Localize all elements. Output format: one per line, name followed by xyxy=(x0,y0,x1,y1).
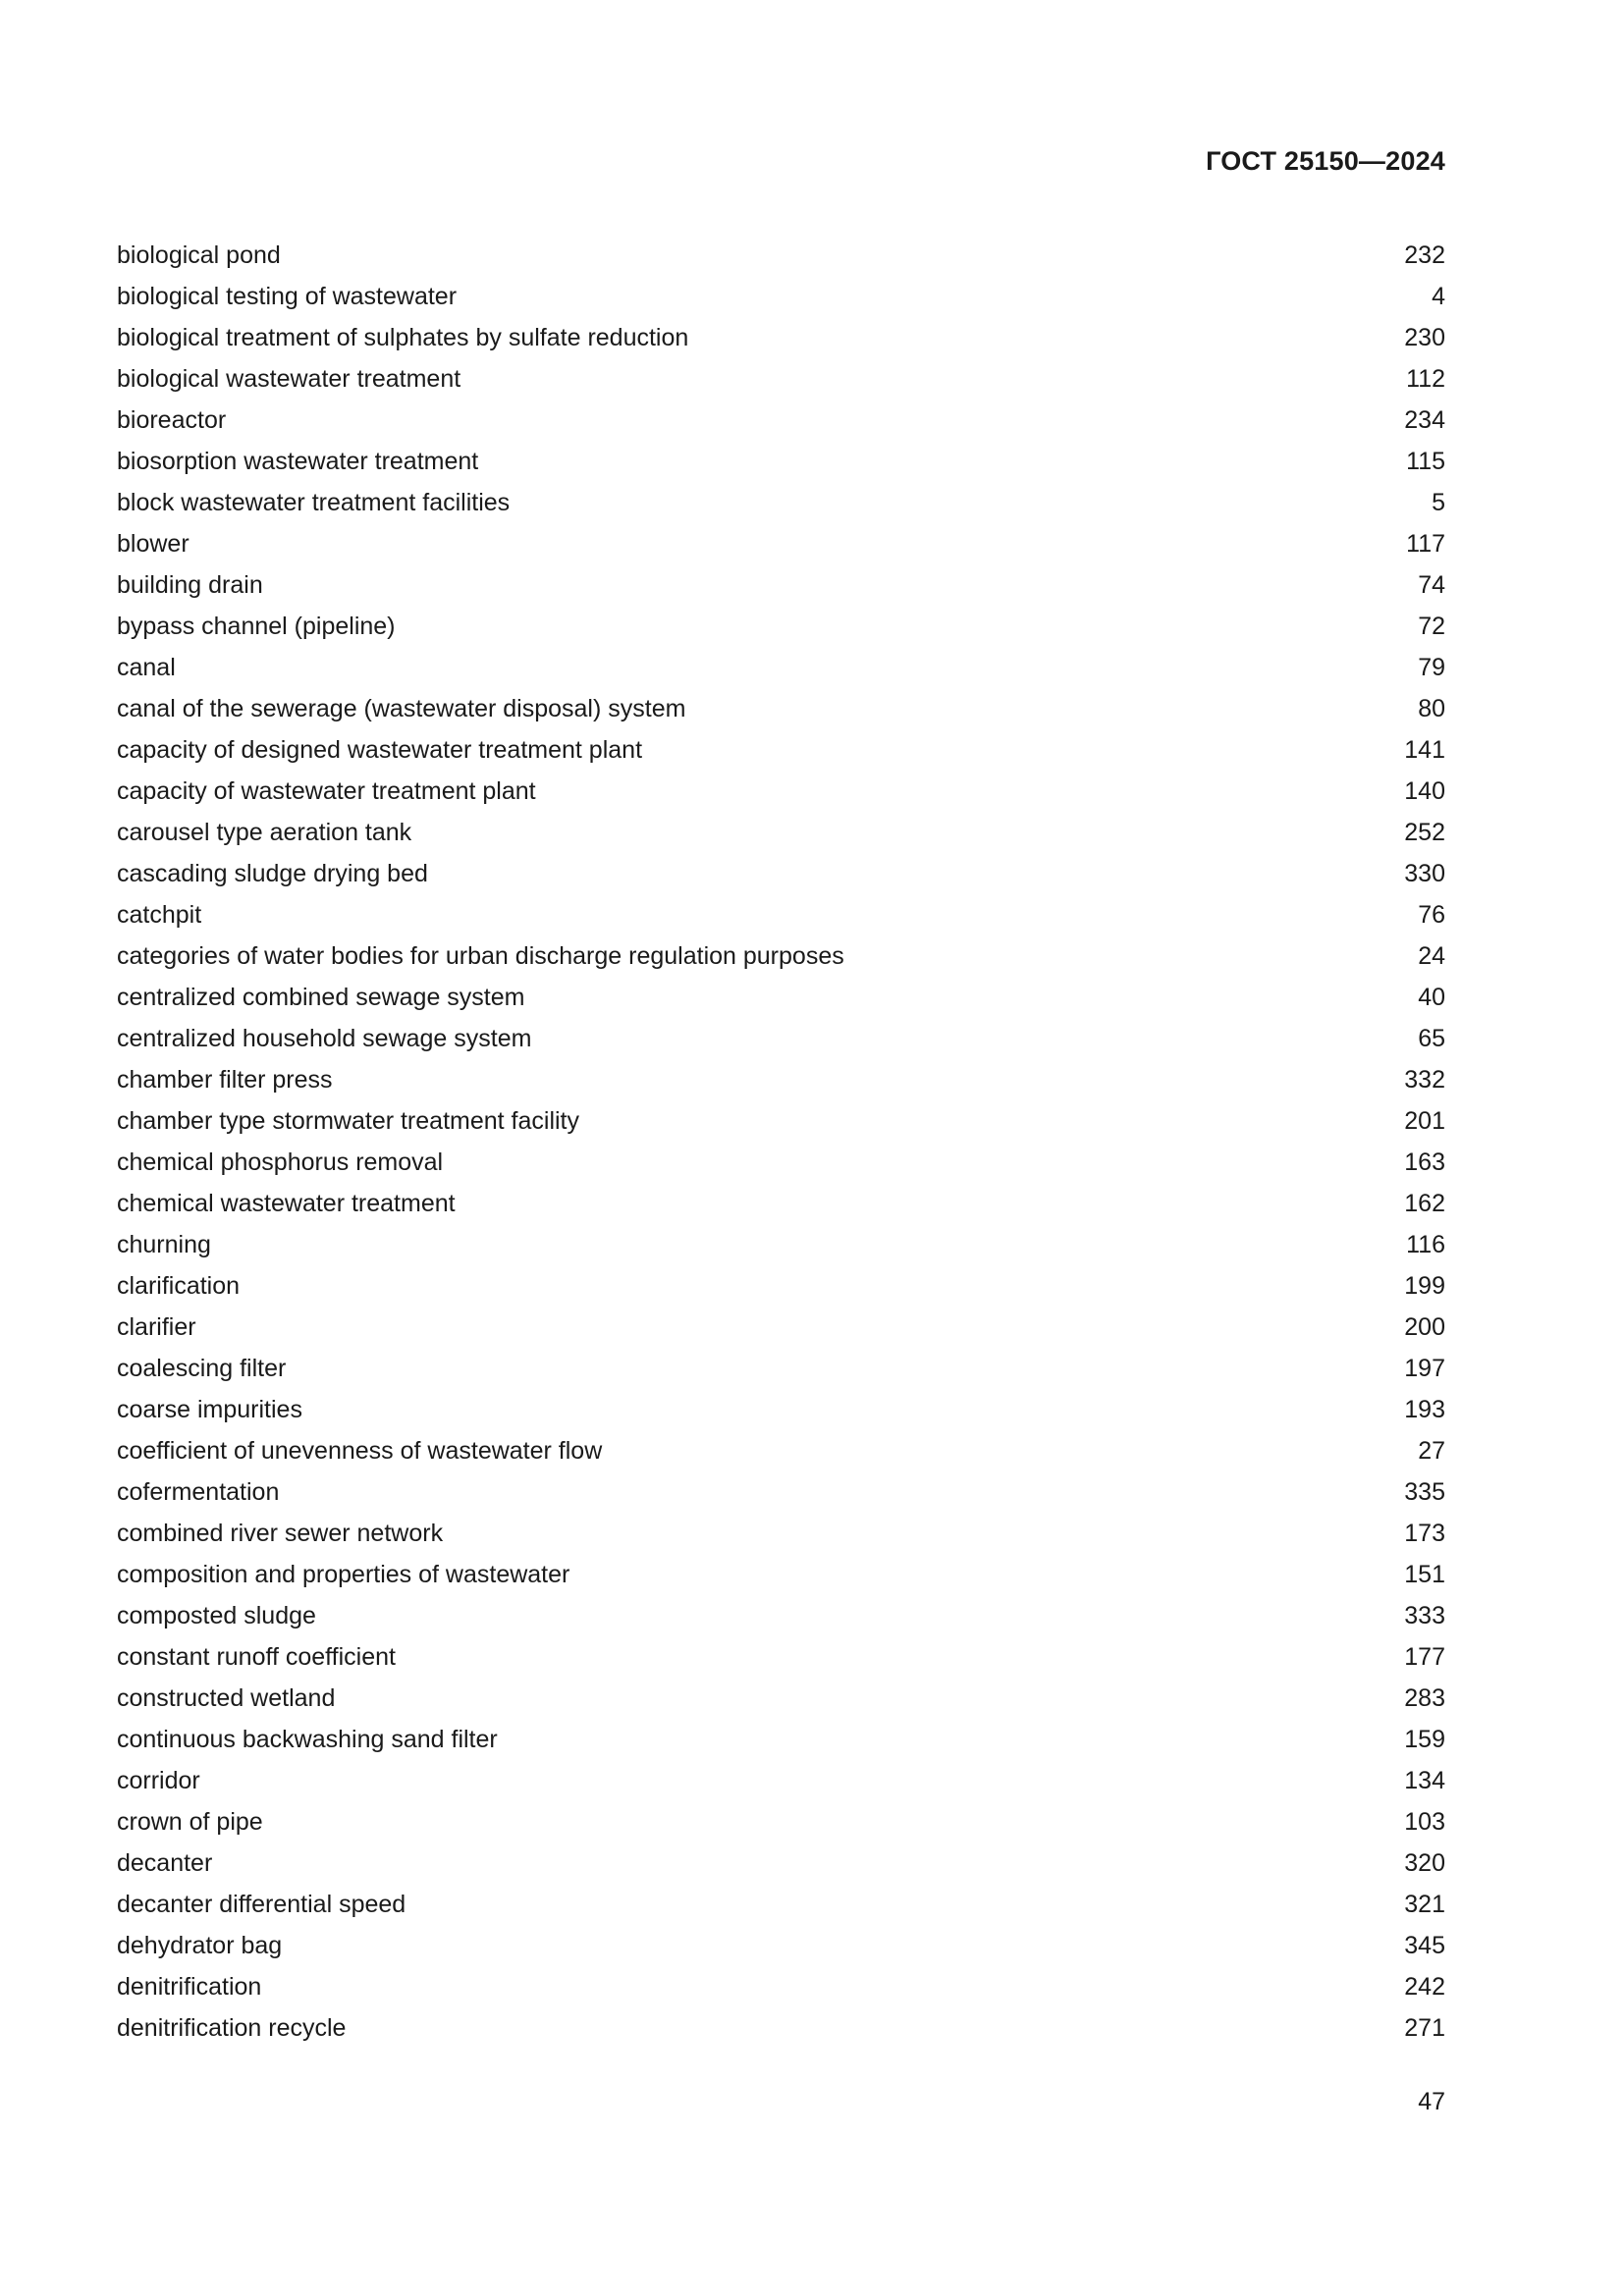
entry-number: 242 xyxy=(1404,1973,1445,2001)
index-entry xyxy=(117,1018,1445,1059)
entry-number: 27 xyxy=(1418,1437,1445,1465)
entry-term: continuous backwashing sand filter xyxy=(117,1726,498,1753)
entry-term: canal xyxy=(117,654,176,681)
index-entry xyxy=(117,1801,1445,1842)
entry-term: catchpit xyxy=(117,901,202,929)
entry-term: cascading sludge drying bed xyxy=(117,860,428,887)
entry-term: chamber type stormwater treatment facility xyxy=(117,1107,579,1135)
index-entry xyxy=(117,1224,1445,1265)
index-entry xyxy=(117,1636,1445,1678)
index-entry xyxy=(117,1595,1445,1636)
entry-number: 201 xyxy=(1404,1107,1445,1135)
entry-term: denitrification recycle xyxy=(117,2014,347,2042)
entry-term: clarifier xyxy=(117,1313,196,1341)
entry-number: 74 xyxy=(1418,571,1445,599)
index-entry xyxy=(117,1307,1445,1348)
entry-term: centralized combined sewage system xyxy=(117,984,525,1011)
index-entry xyxy=(117,523,1445,564)
entry-term: constant runoff coefficient xyxy=(117,1643,396,1671)
entry-term: biological wastewater treatment xyxy=(117,365,461,393)
index-entry xyxy=(117,853,1445,894)
entry-term: composition and properties of wastewater xyxy=(117,1561,570,1588)
entry-number: 163 xyxy=(1404,1148,1445,1176)
index-entry xyxy=(117,1265,1445,1307)
entry-number: 4 xyxy=(1432,283,1445,310)
entry-number: 199 xyxy=(1404,1272,1445,1300)
index-entry xyxy=(117,1884,1445,1925)
entry-number: 112 xyxy=(1406,365,1445,393)
entry-term: constructed wetland xyxy=(117,1684,336,1712)
entry-number: 271 xyxy=(1404,2014,1445,2042)
entry-term: capacity of designed wastewater treatment plant xyxy=(117,736,643,764)
entry-number: 79 xyxy=(1418,654,1445,681)
entry-term: carousel type aeration tank xyxy=(117,819,412,846)
index-entry xyxy=(117,1925,1445,1966)
entry-number: 117 xyxy=(1406,530,1445,558)
entry-term: capacity of wastewater treatment plant xyxy=(117,777,536,805)
index-entry xyxy=(117,1142,1445,1183)
index-entry xyxy=(117,977,1445,1018)
entry-number: 283 xyxy=(1404,1684,1445,1712)
entry-number: 177 xyxy=(1404,1643,1445,1671)
entry-number: 252 xyxy=(1404,819,1445,846)
entry-term: cofermentation xyxy=(117,1478,280,1506)
entry-number: 335 xyxy=(1404,1478,1445,1506)
entry-number: 141 xyxy=(1404,736,1445,764)
index-entry xyxy=(117,1966,1445,2007)
page-number: 47 xyxy=(1418,2088,1445,2115)
entry-term: categories of water bodies for urban discharge regulation purposes xyxy=(117,942,844,970)
entry-number: 200 xyxy=(1404,1313,1445,1341)
entry-term: corridor xyxy=(117,1767,200,1794)
standard-header: ГОСТ 25150—2024 xyxy=(1206,146,1445,176)
entry-term: dehydrator bag xyxy=(117,1932,283,1959)
index-entry xyxy=(117,1842,1445,1884)
entry-number: 332 xyxy=(1404,1066,1445,1094)
entry-term: centralized household sewage system xyxy=(117,1025,532,1052)
index-entry xyxy=(117,317,1445,358)
entry-term: composted sludge xyxy=(117,1602,316,1629)
entry-number: 234 xyxy=(1404,406,1445,434)
entry-term: decanter xyxy=(117,1849,213,1877)
index-entry xyxy=(117,894,1445,935)
index-entry xyxy=(117,235,1445,276)
index-entry xyxy=(117,647,1445,688)
index-entry xyxy=(117,1719,1445,1760)
index-entry xyxy=(117,482,1445,523)
index-entry xyxy=(117,276,1445,317)
entry-term: chemical phosphorus removal xyxy=(117,1148,444,1176)
entry-term: chamber filter press xyxy=(117,1066,333,1094)
entry-number: 173 xyxy=(1404,1520,1445,1547)
index-entry xyxy=(117,771,1445,812)
term-index-list xyxy=(117,235,1445,2049)
entry-term: clarification xyxy=(117,1272,241,1300)
entry-term: biological testing of wastewater xyxy=(117,283,458,310)
entry-term: denitrification xyxy=(117,1973,262,2001)
entry-number: 345 xyxy=(1404,1932,1445,1959)
entry-number: 333 xyxy=(1404,1602,1445,1629)
entry-number: 193 xyxy=(1404,1396,1445,1423)
index-entry xyxy=(117,1183,1445,1224)
entry-number: 103 xyxy=(1404,1808,1445,1836)
entry-number: 115 xyxy=(1406,448,1445,475)
entry-number: 232 xyxy=(1404,241,1445,269)
index-entry xyxy=(117,1430,1445,1471)
entry-number: 320 xyxy=(1404,1849,1445,1877)
entry-term: biosorption wastewater treatment xyxy=(117,448,479,475)
entry-number: 116 xyxy=(1406,1231,1445,1258)
entry-term: churning xyxy=(117,1231,211,1258)
entry-number: 24 xyxy=(1418,942,1445,970)
entry-term: biological pond xyxy=(117,241,281,269)
index-entry xyxy=(117,1389,1445,1430)
index-entry xyxy=(117,1554,1445,1595)
index-entry xyxy=(117,564,1445,606)
index-entry xyxy=(117,1513,1445,1554)
index-entry xyxy=(117,1348,1445,1389)
entry-term: building drain xyxy=(117,571,263,599)
entry-term: chemical wastewater treatment xyxy=(117,1190,456,1217)
entry-term: decanter differential speed xyxy=(117,1891,406,1918)
entry-number: 197 xyxy=(1404,1355,1445,1382)
entry-number: 140 xyxy=(1404,777,1445,805)
entry-number: 134 xyxy=(1404,1767,1445,1794)
entry-term: bioreactor xyxy=(117,406,227,434)
index-entry xyxy=(117,358,1445,400)
entry-number: 162 xyxy=(1404,1190,1445,1217)
entry-term: coalescing filter xyxy=(117,1355,287,1382)
index-entry xyxy=(117,441,1445,482)
entry-number: 5 xyxy=(1432,489,1445,516)
index-entry xyxy=(117,400,1445,441)
index-entry xyxy=(117,935,1445,977)
index-entry xyxy=(117,1678,1445,1719)
entry-term: coefficient of unevenness of wastewater flow xyxy=(117,1437,603,1465)
entry-term: crown of pipe xyxy=(117,1808,263,1836)
index-entry xyxy=(117,1760,1445,1801)
entry-number: 159 xyxy=(1404,1726,1445,1753)
entry-term: bypass channel (pipeline) xyxy=(117,613,396,640)
entry-number: 151 xyxy=(1404,1561,1445,1588)
entry-term: blower xyxy=(117,530,189,558)
entry-term: biological treatment of sulphates by sulfate reduction xyxy=(117,324,689,351)
entry-number: 72 xyxy=(1418,613,1445,640)
index-entry xyxy=(117,688,1445,729)
index-entry xyxy=(117,1059,1445,1100)
index-entry xyxy=(117,2007,1445,2049)
entry-term: block wastewater treatment facilities xyxy=(117,489,511,516)
index-entry xyxy=(117,1471,1445,1513)
entry-number: 40 xyxy=(1418,984,1445,1011)
entry-number: 76 xyxy=(1418,901,1445,929)
entry-term: coarse impurities xyxy=(117,1396,302,1423)
entry-number: 330 xyxy=(1404,860,1445,887)
index-entry xyxy=(117,606,1445,647)
entry-term: canal of the sewerage (wastewater disposal) system xyxy=(117,695,686,722)
index-entry xyxy=(117,1100,1445,1142)
entry-number: 230 xyxy=(1404,324,1445,351)
index-entry xyxy=(117,729,1445,771)
entry-number: 65 xyxy=(1418,1025,1445,1052)
entry-number: 80 xyxy=(1418,695,1445,722)
entry-term: combined river sewer network xyxy=(117,1520,444,1547)
entry-number: 321 xyxy=(1404,1891,1445,1918)
index-entry xyxy=(117,812,1445,853)
